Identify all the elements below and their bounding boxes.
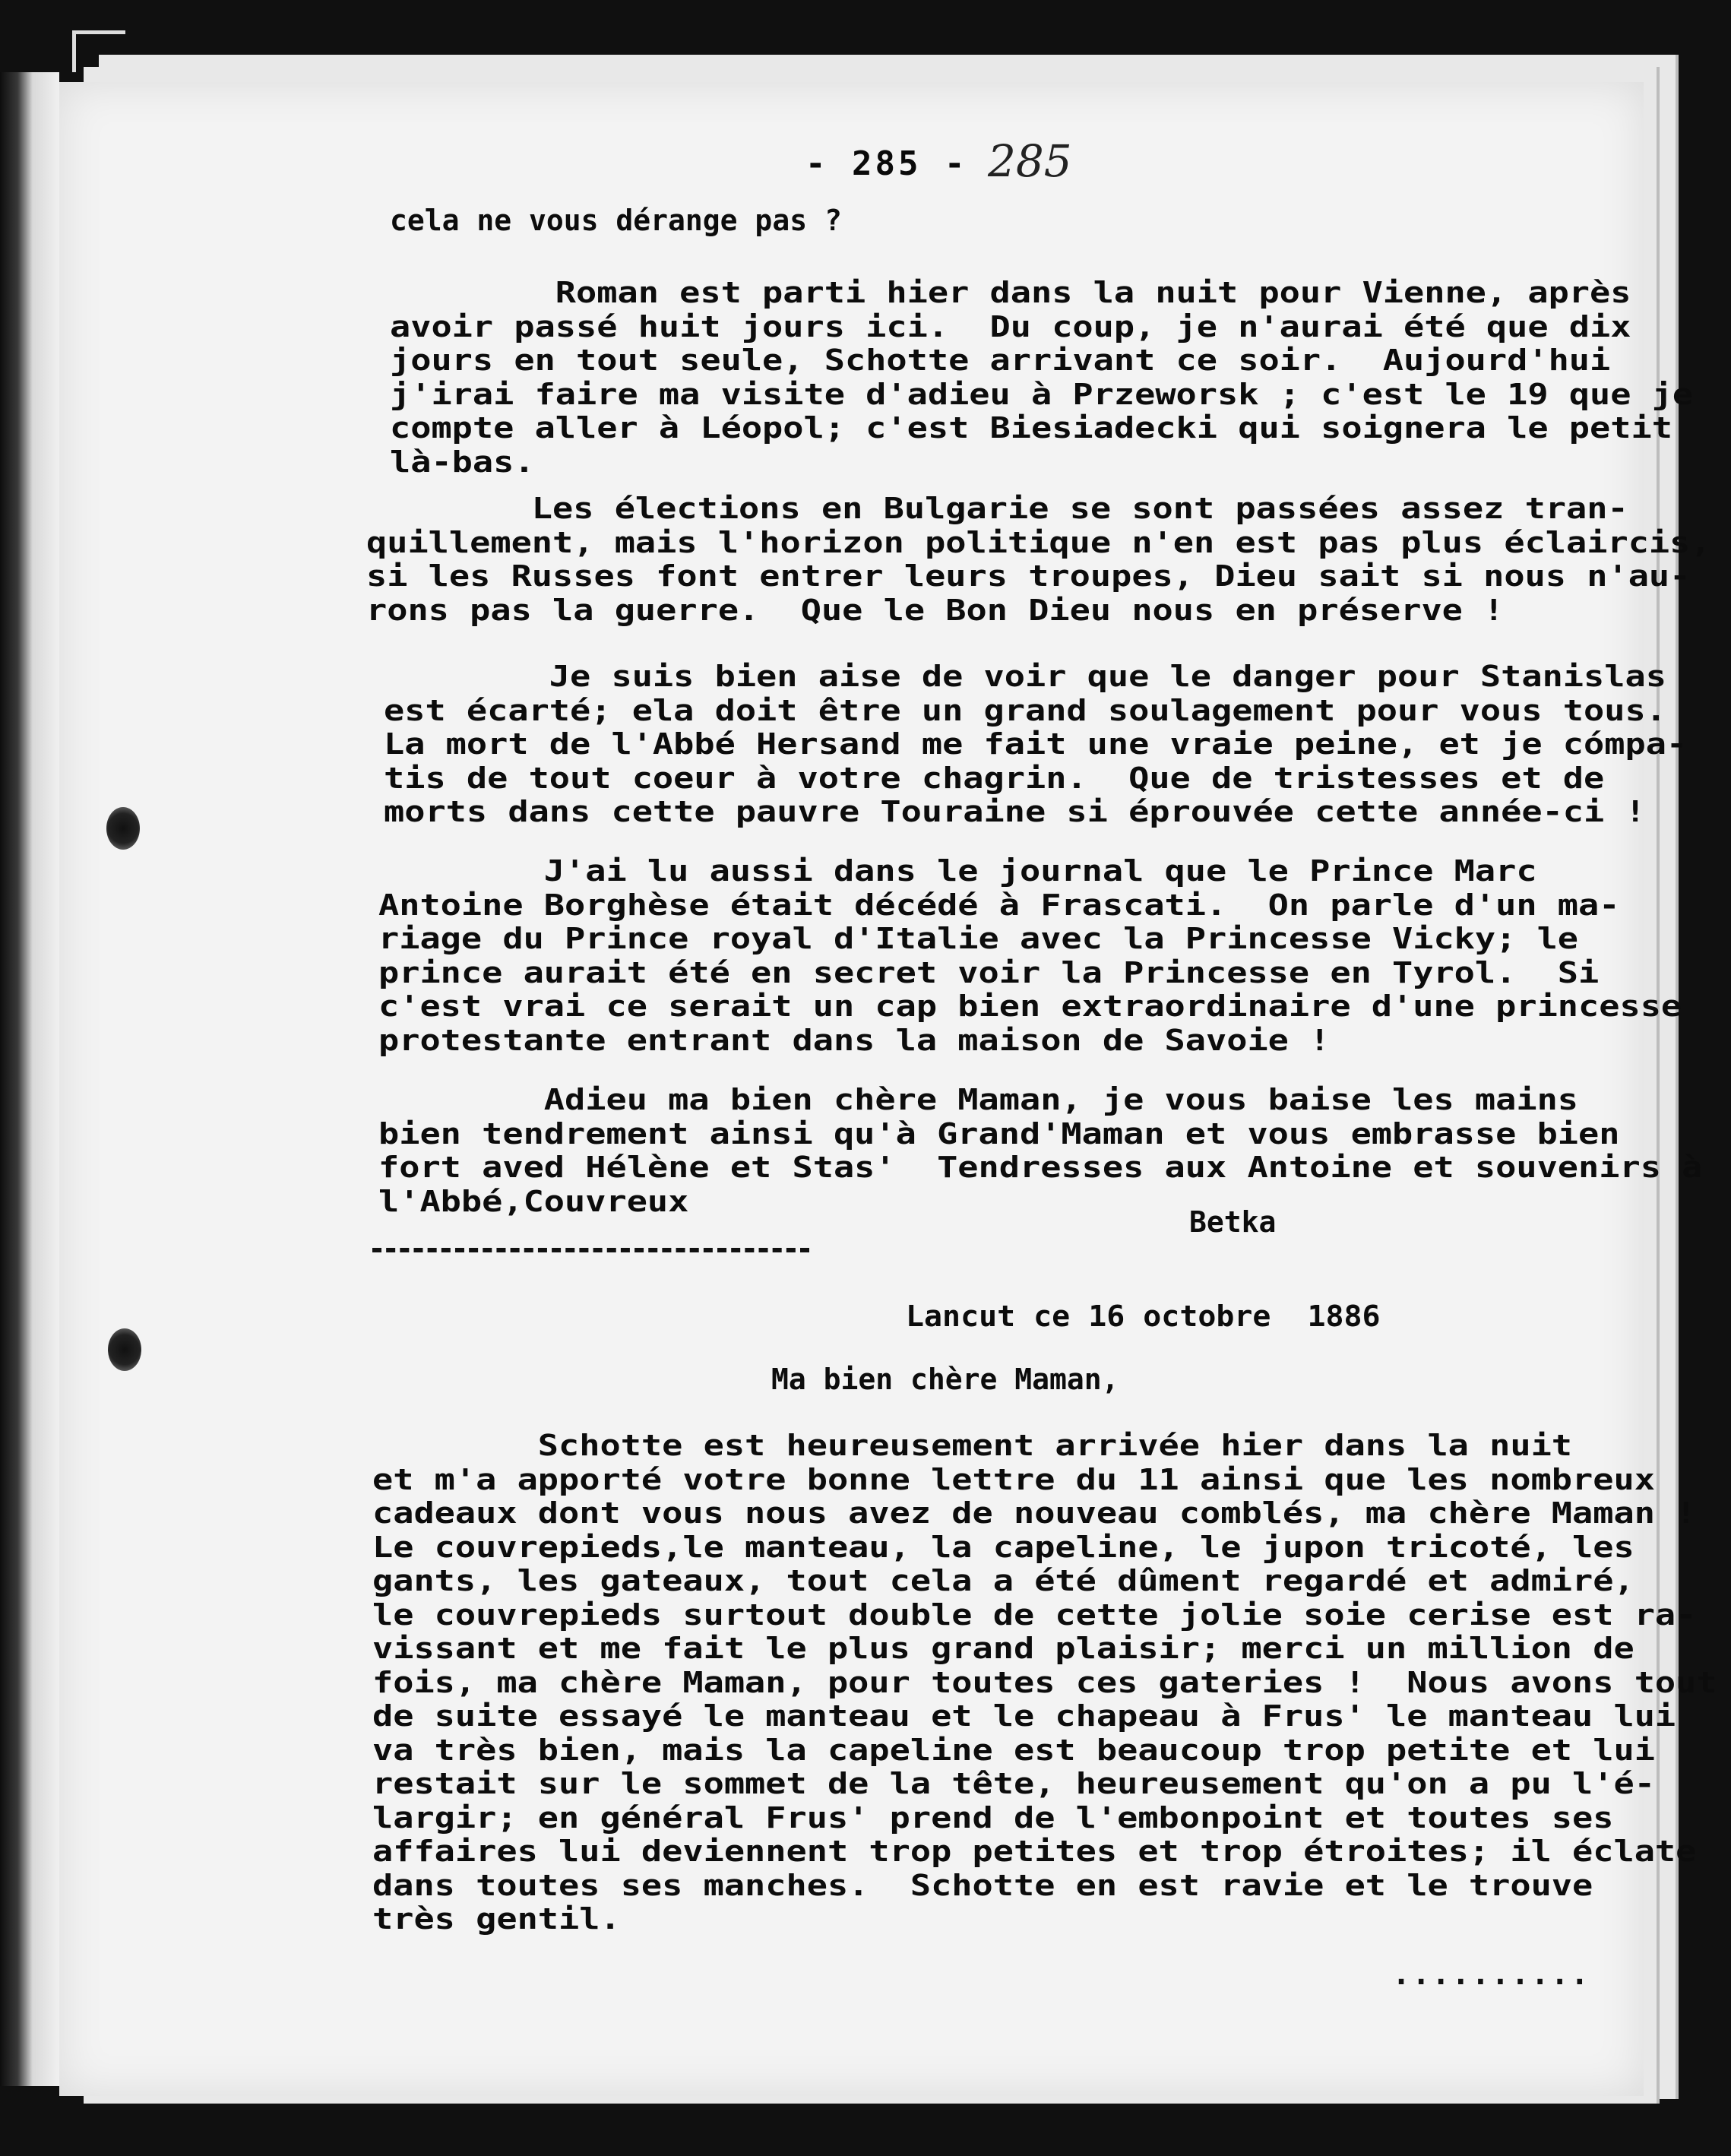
letter2-body: Schotte est heureusement arrivée hier dans la nuit et m'a apporté votre bonne lettre du 11 ainsi que les nombreux cadeaux dont vous nous avez de nouveau comblés, ma chère Maman ! Le couvrepieds,le manteau, la capeline, le jupon tricoté, les gants, les gateaux, tout cela a été dûment regardé et admiré, le couvrepieds surtout double de cette jolie soie cerise est ra- vissant et me fait le plus grand plaisir; merci un million de fois, ma chère Maman, pour toutes ces gateries ! Nous avons tout de suite essayé le manteau et le chapeau à Frus' le manteau lui va très bien, mais la capeline est beaucoup trop petite et lui restait sur le sommet de la tête, heureusement qu'on a pu l'é- largir; en général Frus' prend de l'embonpoint et toutes ses affaires lui deviennent trop petites et trop étroites; il éclate dans toutes ses manches. Schotte en est ravie et le trouve très gentil. xyxy=(372,1429,1717,1936)
letter2-salutation: Ma bien chère Maman, xyxy=(771,1363,1119,1396)
letter1-paragraph-3: Je suis bien aise de voir que le danger pour Stanislas est écarté; ela doit être un grand soulagement pour vous tous. La mort de l'Abbé Hersand me fait une vraie peine, et je cómpa- tis de tout coeur à votre chagrin. Que de tristesses et de morts dans cette pauvre Touraine si éprouvée cette année-ci ! xyxy=(384,660,1688,828)
scan-corner-mark-top-h xyxy=(72,30,125,34)
continuation-dots: .......... xyxy=(1392,1957,1590,1992)
punch-hole-lower xyxy=(108,1328,141,1371)
typed-page-number: - 285 - xyxy=(805,144,968,183)
letter1-paragraph-1: Roman est parti hier dans la nuit pour Vienne, après avoir passé huit jours ici. Du coup, je n'aurai été que dix jours en tout seule, Schotte arrivant ce soir. Aujourd'hui j'irai faire ma visite d'adieu à Przeworsk ; c'est le 19 que je compte aller à Léopol; c'est Biesiadecki qui soignera le petit là-bas. xyxy=(390,276,1694,479)
letter1-paragraph-4: J'ai lu aussi dans le journal que le Prince Marc Antoine Borghèse était décédé à Frascati. On parle d'un ma- riage du Prince royal d'Italie avec la Princesse Vicky; le prince aurait été en secret voir la Princesse en Tyrol. Si c'est vrai ce serait un cap bien extraordinaire d'une princesse protestante entrant dans la maison de Savoie ! xyxy=(378,854,1682,1057)
letter1-signature: Betka xyxy=(1189,1205,1277,1239)
letter2-dateline: Lancut ce 16 octobre 1886 xyxy=(906,1300,1381,1333)
letter1-paragraph-2: Les élections en Bulgarie se sont passées assez tran- quillement, mais l'horizon politique n'en est pas plus éclaircis, si les Russes font entrer leurs troupes, Dieu sait si nous n'au- rons pas la guerre. Que le Bon Dieu nous en préserve ! xyxy=(366,492,1711,627)
handwritten-page-number: 285 xyxy=(988,135,1072,187)
letter1-opening-line: cela ne vous dérange pas ? xyxy=(390,204,842,237)
letter-separator-rule xyxy=(372,1248,809,1252)
punch-hole-upper xyxy=(106,807,140,850)
letter1-closing-paragraph: Adieu ma bien chère Maman, je vous baise les mains bien tendrement ainsi qu'à Grand'Maman et vous embrasse bien fort aved Hélène et Stas' Tendresses aux Antoine et souvenirs à l'Abbé,Couvreux xyxy=(378,1083,1703,1218)
scan-corner-mark-top xyxy=(72,30,76,72)
page-binding-edge xyxy=(0,72,59,2086)
